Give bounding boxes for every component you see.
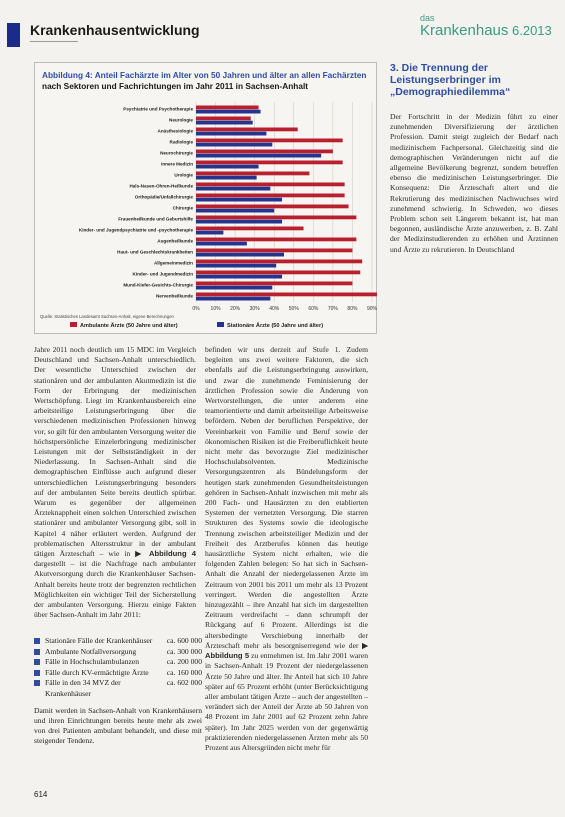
bar-ambulant bbox=[196, 271, 360, 275]
bar-stationaer bbox=[196, 264, 276, 268]
section-heading-line3: „Demographiedilemma“ bbox=[390, 86, 511, 98]
bullet-square-icon bbox=[34, 670, 40, 676]
fact-value: ca. 160 000 bbox=[166, 667, 202, 677]
fact-item bbox=[34, 657, 202, 668]
logo-small-text: das bbox=[420, 13, 435, 23]
fact-value: ca. 600 000 bbox=[166, 636, 202, 645]
category-label: Neurologie bbox=[169, 117, 193, 123]
figure-reference-5: ▶ Abbildung 5 bbox=[205, 640, 368, 661]
fact-label: Fälle in den 34 MVZ der Krankenhäuser bbox=[45, 678, 121, 698]
x-tick-label: 80% bbox=[347, 306, 358, 312]
category-label: Neurochirurgie bbox=[160, 150, 193, 156]
bar-stationaer bbox=[196, 242, 247, 246]
bar-stationaer bbox=[196, 275, 282, 279]
x-tick-label: 40% bbox=[269, 306, 280, 312]
x-tick-label: 50% bbox=[288, 306, 299, 312]
after-facts-paragraph: Damit werden in Sachsen-Anhalt von Krankenhäusern und ihren Einrichtungen bereits heute mehr als zwei von drei Patienten ambulant behandelt, und diese mit steigender Tendenz. bbox=[34, 705, 202, 746]
legend-swatch-stationaer bbox=[217, 322, 224, 327]
middle-column-paragraph bbox=[205, 345, 368, 753]
issue-number: 6.2013 bbox=[512, 23, 552, 38]
bar-ambulant bbox=[196, 227, 304, 231]
bar-ambulant bbox=[196, 172, 309, 176]
bar-ambulant bbox=[196, 238, 356, 242]
category-label: Augenheilkunde bbox=[157, 238, 193, 244]
category-label: Radiologie bbox=[169, 139, 193, 145]
bar-ambulant bbox=[196, 216, 356, 220]
header-underline bbox=[30, 41, 78, 42]
bar-ambulant bbox=[196, 260, 362, 264]
x-tick-label: 90% bbox=[366, 306, 377, 312]
figure-reference-4-label: Abbildung 4 bbox=[149, 549, 196, 559]
figure-title-line1: Abbildung 4: Anteil Fachärzte im Alter von 50 Jahren und älter an allen Fachärzten bbox=[42, 70, 367, 80]
bar-stationaer bbox=[196, 132, 266, 136]
fact-item bbox=[34, 647, 202, 658]
bar-stationaer bbox=[196, 121, 253, 125]
facts-list bbox=[34, 636, 202, 746]
x-tick-label: 20% bbox=[230, 306, 241, 312]
legend-label-ambulant: Ambulante Ärzte (50 Jahre und älter) bbox=[80, 323, 178, 329]
bullet-square-icon bbox=[34, 659, 40, 665]
bar-ambulant bbox=[196, 194, 345, 198]
fact-value: ca. 602 000 bbox=[166, 678, 202, 688]
category-label: Orthopädie/Unfallchirurgie bbox=[134, 194, 193, 200]
category-label: Chirurgie bbox=[172, 205, 193, 211]
category-label: Frauenheilkunde und Geburtshilfe bbox=[118, 216, 193, 222]
bullet-square-icon bbox=[34, 649, 40, 655]
section-heading-line2: Leistungserbringer im bbox=[390, 74, 501, 86]
category-label: Psychiatrie und Psychotherapie bbox=[123, 106, 193, 112]
fact-label: Fälle in Hochschulambulanzen bbox=[45, 657, 140, 667]
category-label: Allgemeinmedizin bbox=[153, 260, 193, 266]
bar-ambulant bbox=[196, 183, 345, 187]
bar-ambulant bbox=[196, 293, 377, 297]
bar-chart bbox=[34, 90, 377, 334]
bar-ambulant bbox=[196, 128, 298, 132]
right-column-paragraph: Der Fortschritt in der Medizin führt zu einer zunehmenden Diversifizierung der ärztlichen Profession. Damit steigt zugleich der Bedarf nach medizinischem Fachpersonal. Gleichzeitig sind die demographischen Veränderungen nicht auf die allgemeine Bevölkerung begrenzt, sondern betreffen ebenso die medizinischen Leistungserbringer. Die Konsequenz: Die Ärzteschaft altert und die Rekrutierung des medizinischen Nachwuchses wird zunehmend schwierig. In Schweden, wo dieses Problem schon seit Längerem bekannt ist, hat man begonnen, ausländische Ärzte anzuwerben, z. B. Zahl der Medizinstudierenden zu erhöhen und Ärztinnen und Ärzte zu rekrutieren. In Deutschland bbox=[390, 112, 558, 254]
bar-ambulant bbox=[196, 117, 251, 121]
figure-title-line2: nach Sektoren und Fachrichtungen im Jahr 2011 in Sachsen-Anhalt bbox=[42, 81, 309, 91]
middle-column-body: befinden wir uns derzeit auf Stufe 1. Zudem begleiten uns zwei weitere Faktoren, die sich ebenfalls auf die Leistungserbringung auswirken, und zwar die zunehmende Feminisierung der ärztlichen Profession sowie die Änderung von Wertvorstellungen, die unter anderem eine teamorientierte und damit arbeitsteilige Arbeitsweise befördern. Neben der beruflichen Perspektive, der Vereinbarkeit von Familie und Beruf sowie der ökonomischen Risiken ist die Freiberuflichkeit heute nicht mehr das bevorzugte Ziel medizinischer Hochschulabsolventen. Medizinische Versorgungszentren als Bündelungsform der heutigen stark zunehmenden Gesundheitsleistungen gehören in Sachsen-Anhalt inzwischen mit mehr als 200 Fach- und Hausärzten zu den etablierten Systemen der vernetzten Versorgung. Die starren Strukturen des Systems sowie die ideologische Trennung zwischen arbeitsteiliger Medizin und der Freiheit des Arztberufes können das heutige hausärztliche System nicht erhalten, wie die folgenden Zahlen belegen: So hat sich in Sachsen-Anhalt die Anzahl der niedergelassenen Ärzte im Zeitraum von 2001 bis 2011 um mehr als 13 Prozent verringert. Werden die angestellten Ärzte hinzugezählt – ihre Anzahl hat sich im dargestellten Zeitraum verdreifacht – dann schrumpft der Rückgang auf 6 Prozent. Allerdings ist die altersbedingte Verschiebung innerhalb der Ärzteschaft mehr als besorgniserregend wie der bbox=[205, 345, 368, 650]
bar-ambulant bbox=[196, 139, 343, 143]
logo-main-text: Krankenhaus bbox=[420, 22, 509, 39]
category-label: Innere Medizin bbox=[161, 161, 193, 167]
bullet-square-icon bbox=[34, 680, 40, 686]
section-heading bbox=[390, 62, 560, 98]
category-label: Nervenheilkunde bbox=[155, 293, 193, 299]
legend-label-stationaer: Stationäre Ärzte (50 Jahre und älter) bbox=[227, 323, 324, 329]
bar-ambulant bbox=[196, 249, 352, 253]
category-label: Urologie bbox=[174, 172, 193, 178]
bullet-square-icon bbox=[34, 638, 40, 644]
magazine-logo bbox=[420, 14, 508, 38]
left-column-paragraph bbox=[34, 345, 196, 620]
category-label: Kinder- und Jugendmedizin bbox=[132, 271, 193, 277]
x-tick-label: 30% bbox=[249, 306, 260, 312]
figure-source: Quelle: Statistisches Landesamt Sachsen-Anhalt, eigene Berechnungen bbox=[40, 314, 174, 319]
left-column-body-end: dargestellt – ist die Nachfrage nach ambulanter Akutversorgung durch die Krankenhäuser Sachsen-Anhalt bereits heute trotz der begrenzten rechtlichen Möglichkeiten ein wichtiger Teil der Sicherstellung der ambulanten Versorgung. Hierzu einige Fakten über Sachsen-Anhalt im Jahr 2011: bbox=[34, 559, 196, 620]
bar-stationaer bbox=[196, 198, 282, 202]
bar-stationaer bbox=[196, 253, 284, 257]
bar-ambulant bbox=[196, 282, 352, 286]
category-label: Kinder- und Jugendpsychiatrie und -psychotherapie bbox=[78, 227, 193, 233]
fact-label: Stationäre Fälle der Krankenhäuser bbox=[45, 636, 153, 645]
figure-reference-5-label: Abbildung 5 bbox=[205, 651, 250, 661]
page-number: 614 bbox=[34, 790, 48, 799]
bar-stationaer bbox=[196, 143, 272, 147]
bar-stationaer bbox=[196, 154, 321, 158]
bar-stationaer bbox=[196, 231, 223, 235]
bar-stationaer bbox=[196, 165, 259, 169]
left-column-body: Jahre 2011 noch deutlich um 15 MDC im Vergleich Deutschland und Sachsen-Anhalt unterschiedlich. Der wesentliche Unterschied zwischen der stationären und der ambulanten Akutmedizin ist die Form der Erbringung der medizinischen Wertschöpfung. Liegt im Krankenhausbereich eine arbeitsteilige Leistungserbringung über die verschiedenen medizinischen Professionen hinweg vor, so gilt für den ambulanten Versorgung weiter die höchstpersönliche Einzelerbringung medizinischer Leistungen mit der Selbstständigkeit in der Niederlassung. In Sachsen-Anhalt sind die demographischen Einflüsse auch aufgrund dieser unterschiedlichen Leistungserbringung besonders auf der ambulanten Seite bereits deutlich spürbar. Warum es gegenüber der allgemeinen Ärzteknappheit einen solchen Unterschied zwischen stationärer und ambulanter Versorgung gibt, soll in Kapitel 4 näher erläutert werden. Aufgrund der problematischen Altersstruktur in der ambulant tätigen Ärzteschaft – wie in bbox=[34, 345, 197, 559]
legend-swatch-ambulant bbox=[70, 322, 77, 327]
x-tick-label: 0% bbox=[192, 306, 200, 312]
category-label: Hals-Nasen-Ohren-Heilkunde bbox=[129, 183, 193, 189]
header-color-block bbox=[7, 23, 20, 47]
bar-ambulant bbox=[196, 205, 349, 209]
left-column-text bbox=[34, 345, 196, 620]
fact-label: Fälle durch KV-ermächtigte Ärzte bbox=[45, 667, 149, 677]
category-label: Mund-Kiefer-Gesichts-Chirurgie bbox=[123, 282, 193, 288]
bar-stationaer bbox=[196, 209, 274, 213]
bar-stationaer bbox=[196, 110, 261, 114]
x-tick-label: 70% bbox=[327, 306, 338, 312]
x-tick-label: 10% bbox=[210, 306, 221, 312]
bar-ambulant bbox=[196, 161, 343, 165]
fact-item bbox=[34, 678, 202, 699]
figure-title bbox=[42, 70, 372, 92]
bar-stationaer bbox=[196, 176, 257, 180]
category-label: Anästhesiologie bbox=[157, 128, 193, 134]
figure-reference-4: ▶ Abbildung 4 bbox=[135, 549, 196, 559]
category-label: Haut- und Geschlechtskrankheiten bbox=[117, 249, 193, 255]
bar-stationaer bbox=[196, 220, 282, 224]
section-header-title: Krankenhausentwicklung bbox=[30, 22, 200, 38]
fact-item bbox=[34, 636, 202, 647]
bar-ambulant bbox=[196, 106, 259, 110]
middle-column-body-end: zu entnehmen ist. Im Jahr 2001 waren in Sachsen-Anhalt 19 Prozent der niedergelassenen Ärzte 50 Jahre und älter. Ihr Anteil hat sich 10 Jahre später auf 65 Prozent erhöht (unter Berücksichtigung aller ambulant tätigen Ärzte – auch der angestellten – verändert sich der Anteil der Ärzte ab 50 Jahren von 48 Prozent im Jahr 2001 auf 62 Prozent zehn Jahre später). Im Jahr 2025 werden von der gegenwärtig praktizierenden niedergelassenen Ärzten mehr als 50 Prozent aus Altersgründen nicht mehr für bbox=[205, 651, 368, 752]
section-heading-line1: 3. Die Trennung der bbox=[390, 62, 489, 74]
right-column-text bbox=[390, 112, 558, 255]
fact-value: ca. 300 000 bbox=[166, 646, 202, 656]
middle-column-text bbox=[205, 345, 368, 753]
bar-stationaer bbox=[196, 286, 272, 290]
bar-stationaer bbox=[196, 297, 270, 301]
fact-item bbox=[34, 668, 202, 679]
bar-ambulant bbox=[196, 150, 333, 154]
bar-stationaer bbox=[196, 187, 270, 191]
x-tick-label: 60% bbox=[308, 306, 319, 312]
fact-label: Ambulante Notfallversorgung bbox=[45, 646, 137, 656]
fact-value: ca. 200 000 bbox=[166, 657, 202, 667]
